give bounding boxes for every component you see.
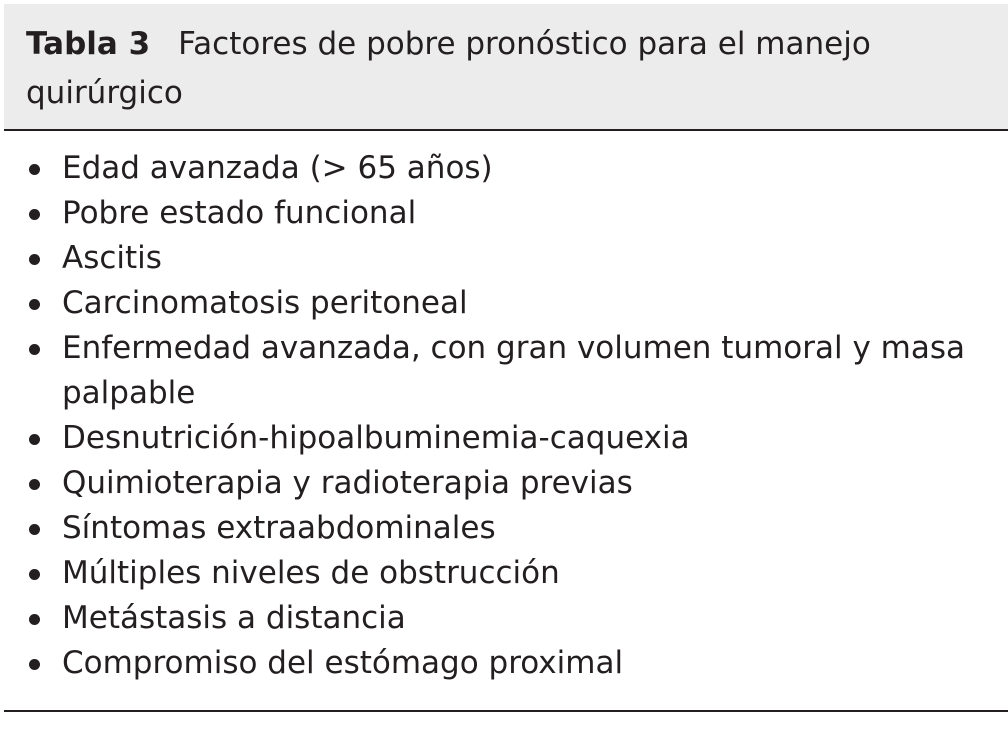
list-item — [22, 281, 982, 326]
header-divider — [4, 129, 1008, 131]
list-item — [22, 191, 982, 236]
bullet-icon — [29, 659, 40, 670]
list-item — [22, 506, 982, 551]
list-item-text: Ascitis — [62, 240, 162, 276]
bullet-icon — [29, 209, 40, 220]
list-item-text: Desnutrición-hipoalbuminemia-caquexia — [62, 420, 690, 456]
list-item-text: Enfermedad avanzada, con gran volumen tumoral y masa palpable — [62, 330, 966, 411]
bullet-icon — [29, 344, 40, 355]
table-label: Tabla 3 — [26, 26, 151, 62]
list-item-text: Metástasis a distancia — [62, 600, 406, 636]
list-item-text: Compromiso del estómago proximal — [62, 645, 624, 681]
factor-list — [22, 146, 982, 686]
list-item-text: Edad avanzada (> 65 años) — [62, 150, 493, 186]
bullet-icon — [29, 299, 40, 310]
list-item — [22, 146, 982, 191]
bullet-icon — [29, 164, 40, 175]
list-item-text: Carcinomatosis peritoneal — [62, 285, 468, 321]
list-item — [22, 596, 982, 641]
bullet-icon — [29, 569, 40, 580]
bottom-divider — [4, 710, 1008, 712]
table-caption — [26, 20, 986, 118]
list-item — [22, 641, 982, 686]
list-item-text: Pobre estado funcional — [62, 195, 417, 231]
list-item-text: Múltiples niveles de obstrucción — [62, 555, 560, 591]
list-item-text: Quimioterapia y radioterapia previas — [62, 465, 633, 501]
table-title: Factores de pobre pronóstico para el manejo quirúrgico — [26, 26, 871, 111]
bullet-icon — [29, 524, 40, 535]
list-item — [22, 236, 982, 281]
bullet-icon — [29, 479, 40, 490]
list-item — [22, 416, 982, 461]
bullet-icon — [29, 254, 40, 265]
list-item — [22, 551, 982, 596]
list-item-text: Síntomas extraabdominales — [62, 510, 496, 546]
list-item — [22, 326, 982, 416]
bullet-icon — [29, 434, 40, 445]
bullet-icon — [29, 614, 40, 625]
list-item — [22, 461, 982, 506]
